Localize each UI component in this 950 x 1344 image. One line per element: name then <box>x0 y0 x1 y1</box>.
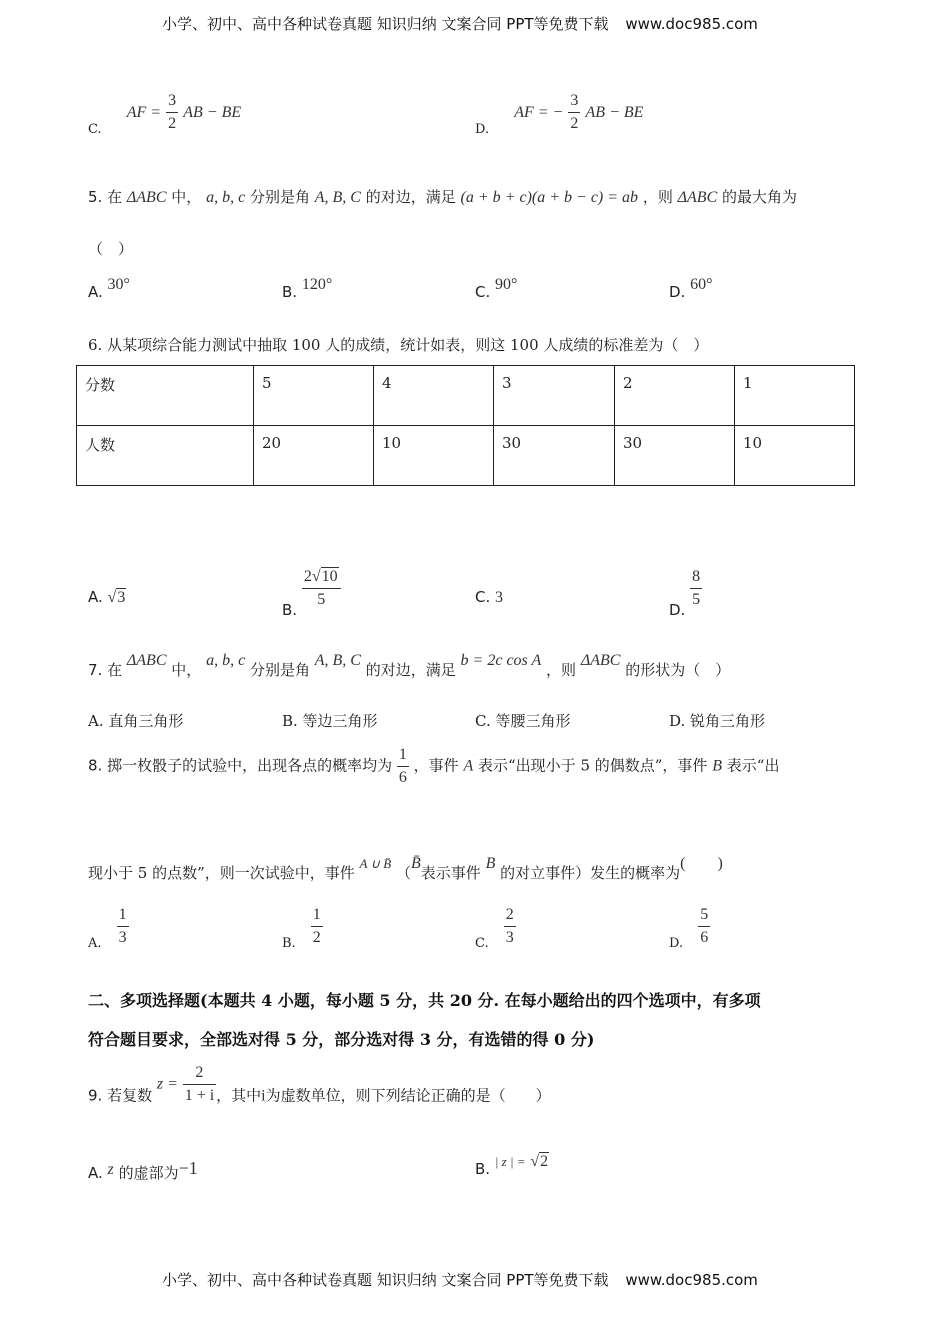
option-value: 30° <box>107 276 130 293</box>
table-cell: 30 <box>494 426 615 486</box>
q9-text: 为虚数单位，则下列结论正确的是（ ） <box>265 1086 551 1105</box>
q9-number: 9. 若复数 <box>88 1086 153 1105</box>
radicand: 10 <box>321 568 338 585</box>
option-label: D. <box>669 283 686 301</box>
table-cell: 10 <box>374 426 494 486</box>
table-cell: 5 <box>254 366 374 426</box>
q5-text: 分别是角 <box>249 188 310 206</box>
q4-c-lhs: AF = <box>126 104 162 121</box>
q8-text: ，事件 <box>413 756 459 775</box>
q7-text: ，则 <box>546 661 577 679</box>
event-a: A <box>463 757 474 775</box>
option-label: C. <box>88 122 102 137</box>
q5-option-a <box>88 276 130 301</box>
q6-stem: 6. 从某项综合能力测试中抽取 100 人的成绩，统计如表，则这 100 人成绩的标准差为（ ） <box>88 336 709 354</box>
q5-number: 5. 在 <box>88 188 123 206</box>
frac-den: 3 <box>505 929 514 946</box>
frac-num: 8 <box>690 566 702 589</box>
table-cell: 20 <box>254 426 374 486</box>
section-2-heading-cont: 符合题目要求，全部选对得 5 分，部分选对得 3 分，有选错的得 0 分) <box>88 1030 595 1049</box>
q6-b-fraction <box>302 566 341 611</box>
table-row <box>77 426 855 486</box>
q5-triangle: ΔABC <box>677 189 718 206</box>
q5-option-c <box>475 276 517 301</box>
frac-den: 5 <box>692 591 701 608</box>
z-var: z <box>107 1161 114 1178</box>
table-cell: 人数 <box>77 426 254 486</box>
option-label: C. <box>475 936 489 951</box>
q4-d-lhs: AF = − <box>514 104 564 121</box>
section-2-heading: 二、多项选择题(本题共 4 小题，每小题 5 分，共 20 分. 在每小题给出的四个选项中，有多项 <box>88 991 761 1010</box>
q4-c-rhs: AB − BE <box>183 104 242 121</box>
q8-line-2 <box>88 850 723 883</box>
q9-b-lhs: | z | = <box>494 1154 526 1169</box>
q5-option-d <box>669 276 713 301</box>
table-cell: 1 <box>735 366 855 426</box>
q4-option-c <box>88 90 241 137</box>
q8-text: 表示“出现小于 5 的偶数点”，事件 <box>478 756 708 775</box>
q8-text: 现小于 5 的点数”，则一次试验中，事件 <box>88 864 355 882</box>
q9-fraction <box>183 1062 216 1107</box>
option-label: B. <box>282 283 298 301</box>
q7-option-a: A. 直角三角形 <box>88 712 184 730</box>
frac-num: 2 <box>183 1062 216 1085</box>
q9-option-b <box>475 1152 549 1178</box>
q7-text: 的对边，满足 <box>365 661 456 679</box>
q7-sides: a, b, c <box>206 652 246 669</box>
q9-a-value: −1 <box>178 1158 198 1178</box>
frac-num: 5 <box>698 904 710 927</box>
q4-d-rhs: AB − BE <box>585 104 644 121</box>
header-text: 小学、初中、高中各种试卷真题 知识归纳 文案合同 PPT等免费下载 <box>162 15 609 33</box>
q5-option-b <box>282 276 332 301</box>
option-value: 60° <box>690 276 713 293</box>
frac-den: 6 <box>700 929 709 946</box>
option-label: D. <box>669 601 686 619</box>
q4-option-d <box>475 90 643 137</box>
footer-url: www.doc985.com <box>625 1271 758 1289</box>
sqrt-sign: √ <box>530 1153 540 1170</box>
option-label: B. <box>282 936 296 951</box>
table-cell: 30 <box>615 426 735 486</box>
table-cell: 4 <box>374 366 494 426</box>
frac-num: 1 <box>397 744 409 767</box>
frac-den: 1 + i <box>184 1087 215 1104</box>
q4-c-fraction <box>166 90 178 135</box>
q8-text: 8. 掷一枚骰子的试验中，出现各点的概率均为 <box>88 756 393 775</box>
event-b: B <box>712 757 722 775</box>
radicand: 3 <box>117 589 126 606</box>
q8-prob-fraction <box>397 744 409 789</box>
q6-option-c <box>475 588 503 607</box>
q8-text: 表示事件 <box>420 864 481 882</box>
q7-condition: b = 2c cos A <box>460 652 542 669</box>
q9-lhs: z = <box>156 1075 178 1093</box>
radicand: 2 <box>540 1153 549 1170</box>
frac-den: 2 <box>312 929 321 946</box>
table-cell: 3 <box>494 366 615 426</box>
frac-den: 2 <box>168 115 177 132</box>
frac-den: 2 <box>570 115 579 132</box>
option-label: A. <box>88 588 103 606</box>
option-value: 90° <box>495 276 518 293</box>
q9-a-text: 的虚部为 <box>118 1164 179 1182</box>
option-value: 3 <box>495 589 504 606</box>
q7-triangle: ΔABC <box>580 652 621 669</box>
frac-den: 6 <box>398 769 407 786</box>
option-label: C. <box>475 283 491 301</box>
q6-option-d <box>669 566 702 619</box>
frac-num: 1 <box>311 904 323 927</box>
frac-den: 5 <box>317 591 326 608</box>
q7-stem <box>88 651 730 680</box>
page-footer <box>162 1269 758 1290</box>
option-label: A. <box>88 936 102 951</box>
frac-num: 3 <box>166 90 178 113</box>
score-table <box>76 365 855 486</box>
q5-condition: (a + b + c)(a + b − c) = ab <box>460 189 639 206</box>
q7-text: 中， <box>171 661 202 679</box>
q8-line-1 <box>88 744 779 789</box>
table-cell: 2 <box>615 366 735 426</box>
q8-text: 的对立事件）发生的概率为 <box>500 864 681 882</box>
q8-option-c <box>475 904 516 951</box>
frac-den: 3 <box>118 929 127 946</box>
q7-option-d: D. 锐角三角形 <box>669 712 766 730</box>
q8-text: 表示“出 <box>726 756 780 775</box>
q7-text: 分别是角 <box>249 661 310 679</box>
option-label: B. <box>282 601 298 619</box>
table-cell: 分数 <box>77 366 254 426</box>
q8-paren: ( ) <box>680 855 723 872</box>
q7-text: 的形状为（ ） <box>625 661 731 679</box>
option-label: D. <box>669 936 684 951</box>
table-cell: 10 <box>735 426 855 486</box>
union-expr: A ∪ B̄ <box>359 856 392 871</box>
b-complement: B̄ <box>411 855 421 872</box>
event-b: B <box>485 855 496 872</box>
q8-option-b <box>282 904 323 951</box>
option-fraction <box>504 904 516 949</box>
q5-text: ，则 <box>642 188 673 206</box>
q6-option-a <box>88 588 126 607</box>
frac-num: 3 <box>568 90 580 113</box>
q5-angles: A, B, C <box>314 189 361 206</box>
q5-triangle: ΔABC <box>126 189 167 206</box>
q5-paren: （ ） <box>88 240 134 258</box>
q5-sides: a, b, c <box>206 189 246 206</box>
option-value: 120° <box>301 276 333 293</box>
table-row <box>77 366 855 426</box>
option-label: B. <box>475 1160 491 1178</box>
q9-stem <box>88 1062 551 1107</box>
option-label: A. <box>88 1164 103 1182</box>
q7-angles: A, B, C <box>314 652 361 669</box>
q8-option-d <box>669 904 710 951</box>
page-header <box>162 13 758 34</box>
q8-text: （ <box>395 864 411 882</box>
q9-text: ，其中 <box>216 1086 262 1105</box>
frac-num: 1 <box>117 904 129 927</box>
q5-text: 中， <box>171 188 202 206</box>
option-label: D. <box>475 122 490 137</box>
option-fraction <box>311 904 323 949</box>
q7-option-c: C. 等腰三角形 <box>475 712 571 730</box>
q7-triangle: ΔABC <box>126 652 167 669</box>
sqrt-sign: √ <box>107 589 117 606</box>
option-label: C. <box>475 588 491 606</box>
q9-option-a <box>88 1158 198 1183</box>
q6-option-b <box>282 566 341 619</box>
frac-num: 2√10 <box>302 566 341 589</box>
imaginary-unit: i <box>261 1087 266 1105</box>
q7-option-b: B. 等边三角形 <box>282 712 378 730</box>
option-fraction <box>698 904 710 949</box>
option-fraction <box>117 904 129 949</box>
coefficient: 2 <box>303 568 312 585</box>
q5-text: 的对边，满足 <box>365 188 456 206</box>
q8-option-a <box>88 904 129 951</box>
q7-number: 7. 在 <box>88 661 123 679</box>
q6-d-fraction <box>690 566 702 611</box>
option-label: A. <box>88 283 103 301</box>
q4-d-fraction <box>568 90 580 135</box>
footer-text: 小学、初中、高中各种试卷真题 知识归纳 文案合同 PPT等免费下载 <box>162 1271 609 1289</box>
frac-num: 2 <box>504 904 516 927</box>
header-url: www.doc985.com <box>625 15 758 33</box>
q5-text: 的最大角为 <box>722 188 798 206</box>
q5-stem <box>88 186 797 207</box>
